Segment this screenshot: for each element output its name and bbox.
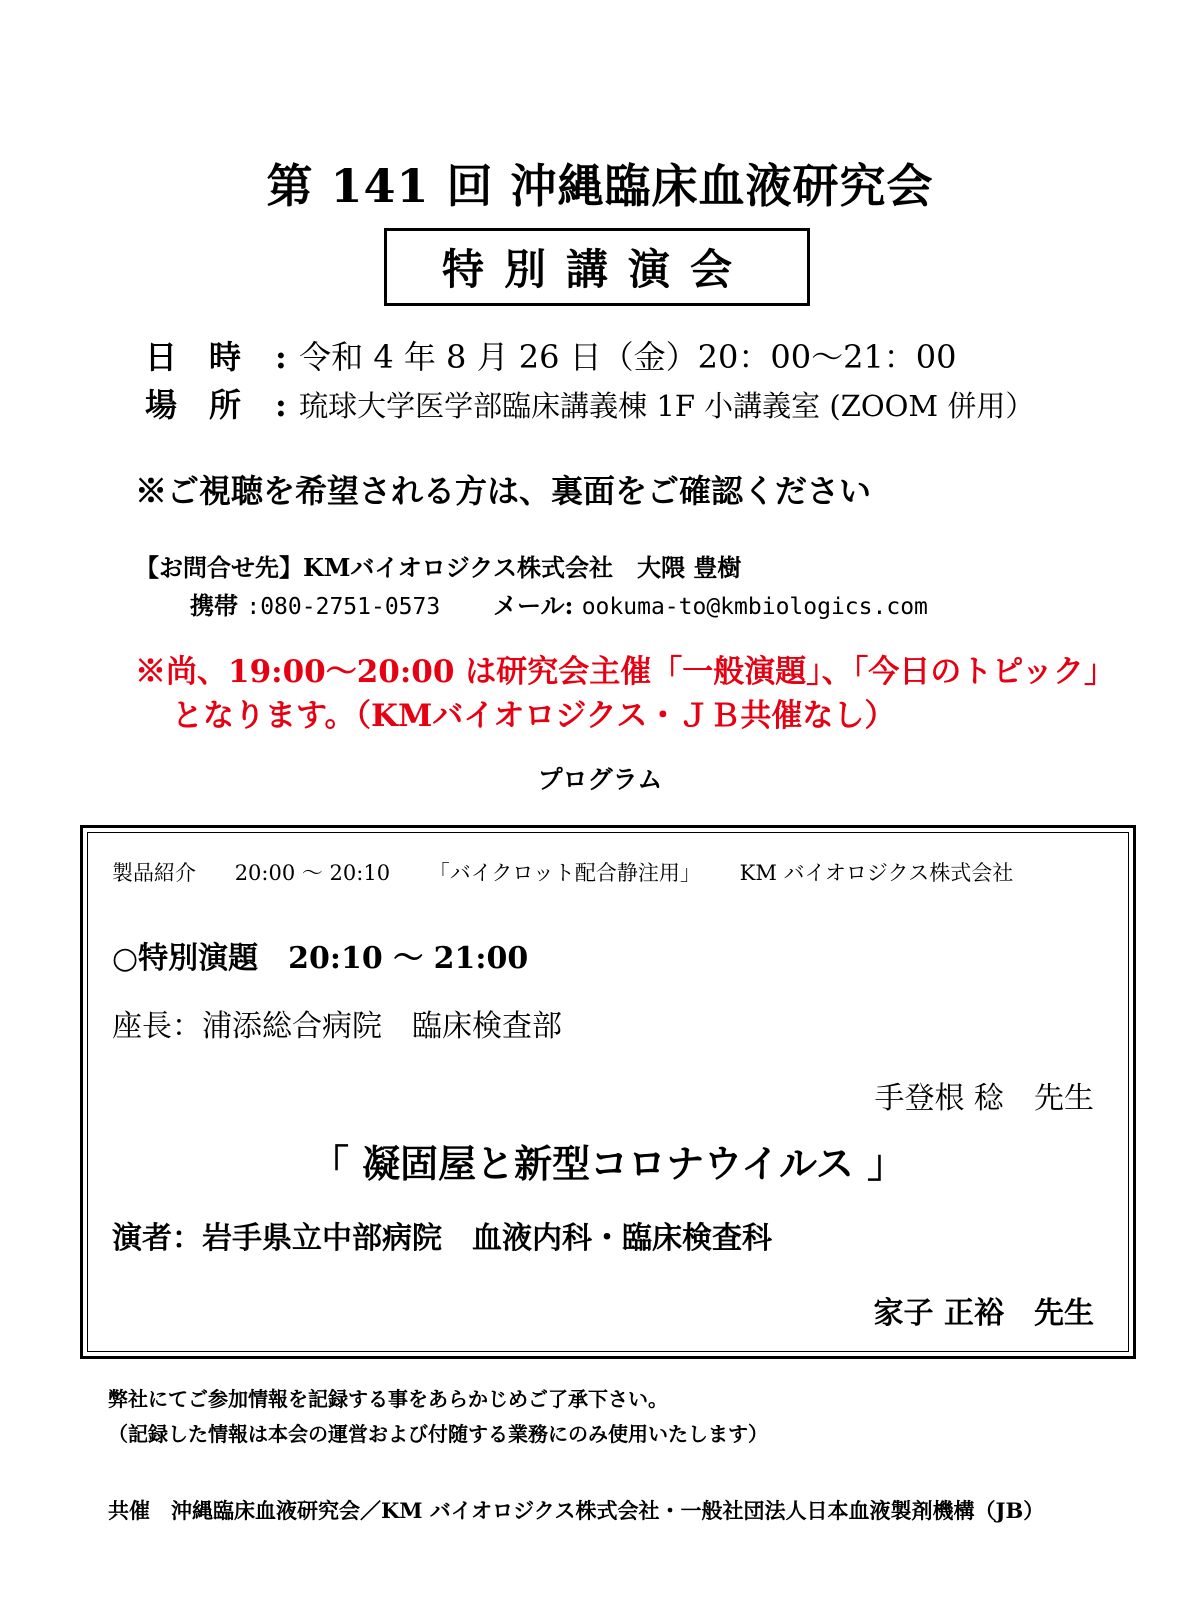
place-row: 場 所 : 琉球大学医学部臨床講義棟 1F 小講義室 (ZOOM 併用） <box>145 380 1034 426</box>
speaker-name: 家子 正裕 先生 <box>873 1296 1094 1331</box>
place-label: 場 所 <box>145 386 242 424</box>
program-inner-frame <box>87 832 1129 1352</box>
product-name: 「バイクロット配合静注用」 <box>428 861 701 885</box>
product-intro-row <box>112 857 1045 887</box>
phone-label: 携帯 <box>190 591 238 620</box>
place-value: 琉球大学医学部臨床講義棟 1F 小講義室 (ZOOM 併用） <box>299 389 1035 423</box>
phone-number: :080-2751-0573 <box>246 594 441 620</box>
chair-affiliation: 座長：浦添総合病院 臨床検査部 <box>112 1009 562 1044</box>
mail-label: メール: <box>492 591 574 620</box>
product-company: KM バイオロジクス株式会社 <box>739 861 1014 885</box>
speaker-affiliation: 演者：岩手県立中部病院 血液内科・臨床検査科 <box>112 1221 772 1256</box>
red-notice-line1: ※尚、19:00〜20:00 は研究会主催「一般演題」、「今日のトピック」 <box>135 654 1115 690</box>
program-label: プログラム <box>537 765 663 794</box>
contact-details <box>190 586 928 621</box>
contact-line: 【お問合せ先】KMバイオロジクス株式会社 大隈 豊樹 <box>135 553 742 582</box>
product-intro-label: 製品紹介 <box>112 861 196 885</box>
subtitle: 特別講演会 <box>441 245 752 294</box>
privacy-notice-detail: （記録した情報は本会の運営および付随する業務にのみ使用いたします） <box>108 1422 768 1446</box>
date-row: 日 時 : 令和 4 年 8 月 26 日（金）20：00〜21：00 <box>145 332 957 378</box>
lecture-title: 「 凝固屋と新型コロナウイルス 」 <box>310 1141 906 1186</box>
privacy-notice: 弊社にてご参加情報を記録する事をあらかじめご了承下さい。 <box>108 1387 668 1411</box>
cosponsor-line: 共催 沖縄臨床血液研究会／KM バイオロジクス株式会社・一般社団法人日本血液製剤機構（JB） <box>108 1498 1045 1523</box>
date-label: 日 時 <box>145 338 242 376</box>
red-notice-line2: となります。（KMバイオロジクス・ＪＢ共催なし） <box>172 698 896 734</box>
chair-name: 手登根 稔 先生 <box>874 1081 1094 1116</box>
viewing-notice: ※ご視聴を希望される方は、裏面をご確認ください <box>135 472 872 510</box>
date-value: 令和 4 年 8 月 26 日（金）20：00〜21：00 <box>299 338 957 376</box>
subtitle-box <box>384 228 810 306</box>
program-box <box>80 825 1136 1359</box>
mail-address[interactable]: ookuma-to@kmbiologics.com <box>581 594 928 620</box>
page-title: 第 141 回 沖縄臨床血液研究会 <box>266 159 934 213</box>
special-lecture-heading: ○特別演題 20:10 〜 21:00 <box>112 941 529 976</box>
product-intro-time: 20:00 〜 20:10 <box>234 861 391 885</box>
